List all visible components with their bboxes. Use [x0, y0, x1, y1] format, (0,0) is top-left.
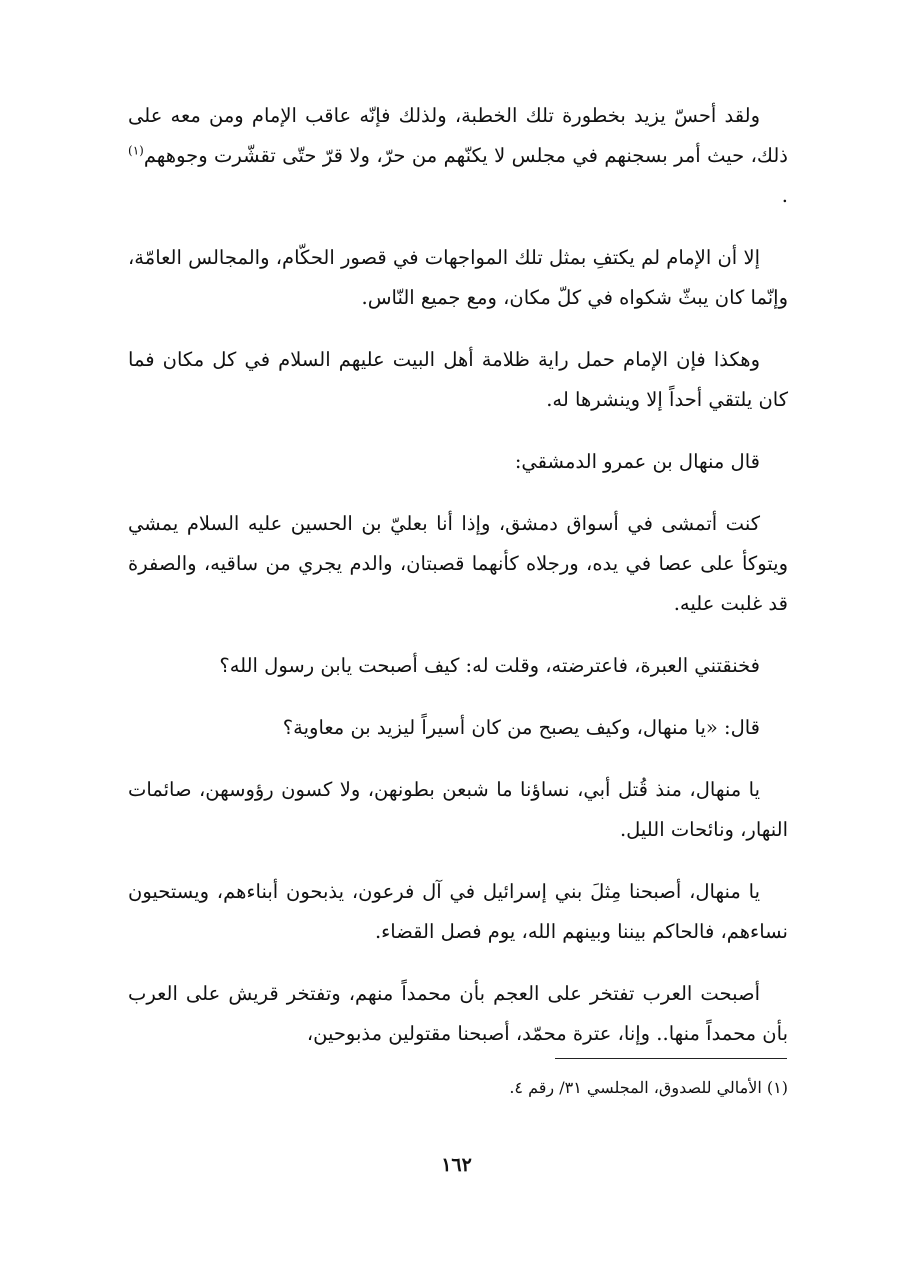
page-number: ١٦٢ — [441, 1154, 472, 1176]
paragraph-2: إلا أن الإمام لم يكتفِ بمثل تلك المواجهات في قصور الحكّام، والمجالس العامّة، وإنّما كان يبثّ شكواه في كلّ مكان، ومع جميع النّاس. — [128, 246, 788, 309]
paragraph-4: قال منهال بن عمرو الدمشقي: — [514, 450, 760, 473]
paragraph-9: يا منهال، أصبحنا مِثلَ بني إسرائيل في آل فرعون، يذبحون أبناءهم، ويستحيون نساءهم، فالحاكم بيننا وبينهم الله، يوم فصل القضاء. — [128, 880, 788, 943]
paragraph-10: أصبحت العرب تفتخر على العجم بأن محمداً منهم، وتفتخر قريش على العرب بأن محمداً منها.. وإنا، عترة محمّد، أصبحنا مقتولين مذبوحين، — [128, 982, 788, 1045]
footnote: (١) الأمالي للصدوق، المجلسي ٣١/ رقم ٤. — [509, 1078, 788, 1097]
footnote-divider — [555, 1058, 787, 1059]
footnote-reference[interactable]: (١) — [128, 143, 144, 158]
paragraph-3: وهكذا فإن الإمام حمل راية ظلامة أهل البيت عليهم السلام في كل مكان فما كان يلتقي أحداً إلا وينشرها له. — [128, 348, 788, 411]
main-text — [128, 96, 788, 1076]
paragraph-8: يا منهال، منذ قُتل أبي، نساؤنا ما شبعن بطونهن، ولا كسون رؤوسهن، صائمات النهار، ونائحات الليل. — [128, 778, 788, 841]
paragraph-1: ولقد أحسّ يزيد بخطورة تلك الخطبة، ولذلك فإنّه عاقب الإمام ومن معه على ذلك، حيث أمر بسجنهم في مجلس لا يكنّهم من حرّ، ولا قرّ حتّى تقشّرت وجوههم$^{(١)}$ . — [128, 104, 788, 207]
paragraph-5: كنت أتمشى في أسواق دمشق، وإذا أنا بعليّ بن الحسين عليه السلام يمشي ويتوكأ على عصا في يده، ورجلاه كأنهما قصبتان، والدم يجري من ساقيه، والصفرة قد غلبت عليه. — [128, 512, 788, 615]
paragraph-6: فخنقتني العبرة، فاعترضته، وقلت له: كيف أصبحت يابن رسول الله؟ — [219, 654, 760, 677]
paragraph-7: قال: «يا منهال، وكيف يصبح من كان أسيراً ليزيد بن معاوية؟ — [282, 716, 760, 739]
